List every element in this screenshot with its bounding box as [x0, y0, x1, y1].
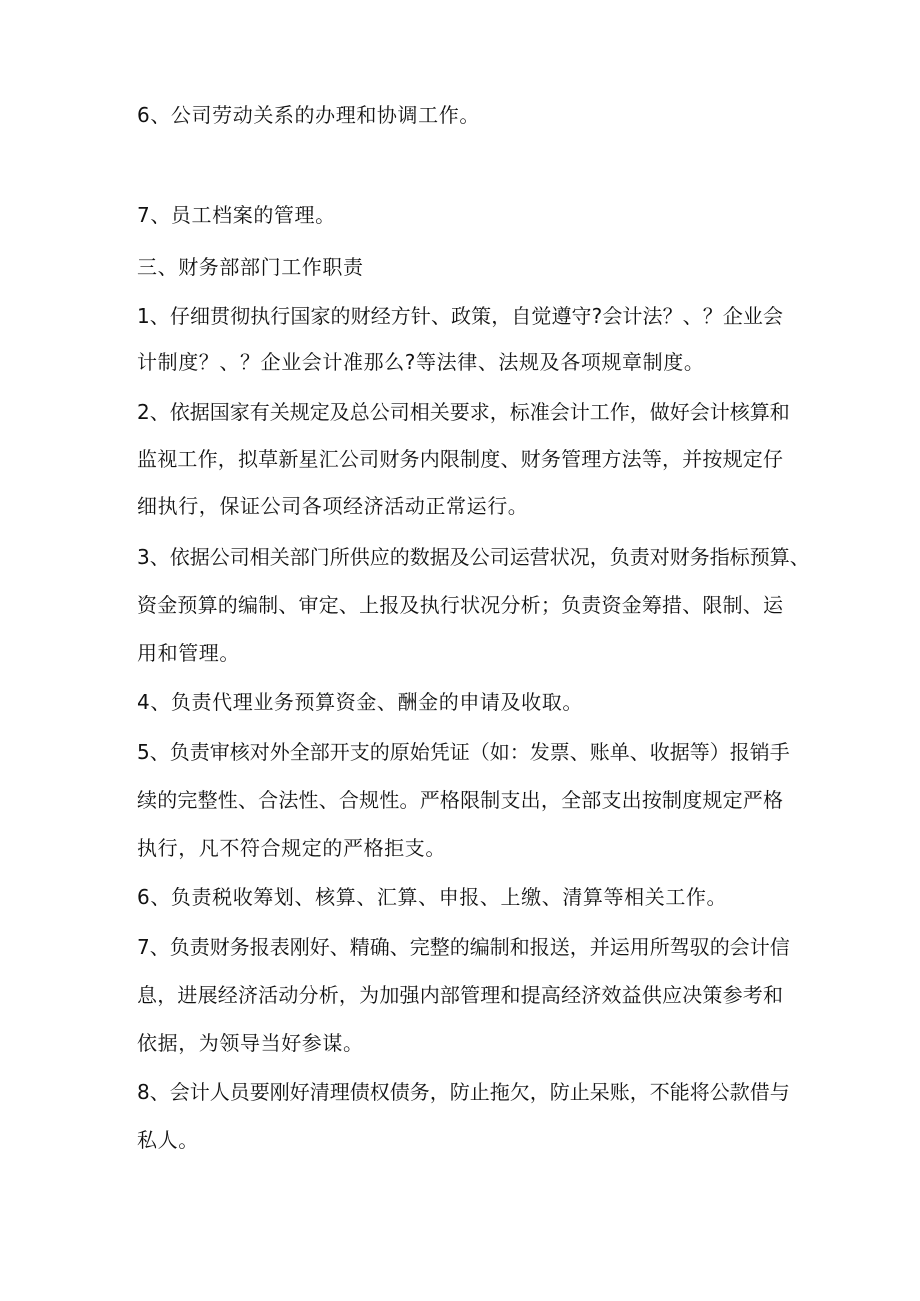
text-line: 7、负责财务报表刚好、精确、完整的编制和报送，并运用所驾驭的会计信 — [137, 935, 790, 959]
text-line: 6、负责税收筹划、核算、汇算、申报、上缴、清算等相关工作。 — [137, 885, 728, 909]
text-line: 3、依据公司相关部门所供应的数据及公司运营状况，负责对财务指标预算、 — [137, 545, 810, 569]
text-line: 细执行，保证公司各项经济活动正常运行。 — [137, 494, 529, 518]
text-line: 7、员工档案的管理。 — [137, 203, 336, 227]
text-line: 计制度？、？企业会计准那么?等法律、法规及各项规章制度。 — [137, 350, 705, 374]
text-line: 2、依据国家有关规定及总公司相关要求，标准会计工作，做好会计核算和 — [137, 400, 790, 424]
text-line: 6、公司劳动关系的办理和协调工作。 — [137, 103, 480, 127]
text-line: 资金预算的编制、审定、上报及执行状况分析；负责资金筹措、限制、运 — [137, 593, 783, 617]
text-line: 私人。 — [137, 1128, 199, 1152]
text-line: 依据，为领导当好参谋。 — [137, 1031, 364, 1055]
text-line: 续的完整性、合法性、合规性。严格限制支出，全部支出按制度规定严格 — [137, 788, 783, 812]
section-heading: 三、财务部部门工作职责 — [137, 255, 364, 279]
text-line: 5、负责审核对外全部开支的原始凭证（如：发票、账单、收据等）报销手 — [137, 740, 790, 764]
text-line: 息，进展经济活动分析，为加强内部管理和提高经济效益供应决策参考和 — [137, 983, 783, 1007]
text-line: 监视工作，拟草新星汇公司财务内限制度、财务管理方法等，并按规定仔 — [137, 447, 783, 471]
text-line: 8、会计人员要刚好清理债权债务，防止拖欠，防止呆账，不能将公款借与 — [137, 1080, 790, 1104]
text-line: 执行，凡不符合规定的严格拒支。 — [137, 836, 446, 860]
text-line: 4、负责代理业务预算资金、酬金的申请及收取。 — [137, 690, 583, 714]
text-line: 用和管理。 — [137, 641, 240, 665]
text-line: 1、仔细贯彻执行国家的财经方针、政策，自觉遵守?会计法？、？企业会 — [137, 304, 783, 328]
